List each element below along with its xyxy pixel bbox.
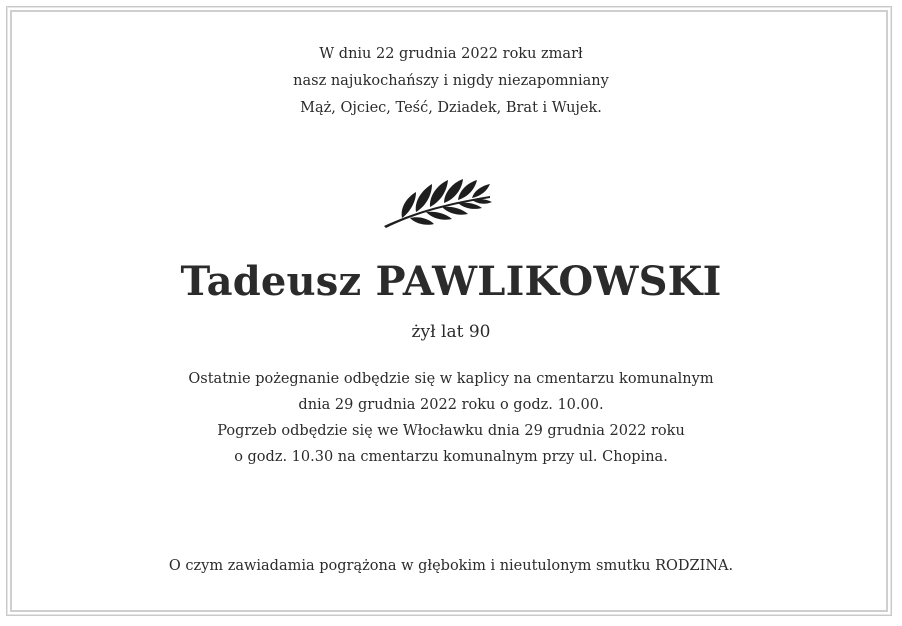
details-line-3: Pogrzeb odbędzie się we Włocławku dnia 29 grudnia 2022 roku [217, 423, 685, 439]
deceased-name: Tadeusz PAWLIKOWSKI [180, 258, 722, 305]
intro-text [0, 41, 902, 122]
intro-line-3: Mąż, Ojciec, Teść, Dziadek, Brat i Wujek. [300, 100, 602, 116]
intro-line-1: W dniu 22 grudnia 2022 roku zmarł [319, 46, 583, 62]
intro-line-2: nasz najukochańszy i nigdy niezapomniany [293, 73, 609, 89]
laurel-branch-icon [380, 168, 496, 234]
deceased-age: żył lat 90 [411, 322, 491, 342]
details-line-1: Ostatnie pożegnanie odbędzie się w kaplicy na cmentarzu komunalnym [188, 371, 714, 387]
details-line-2: dnia 29 grudnia 2022 roku o godz. 10.00. [298, 397, 604, 413]
closing-text: O czym zawiadamia pogrążona w głębokim i nieutulonym smutku RODZINA. [168, 558, 734, 574]
details-line-4: o godz. 10.30 na cmentarzu komunalnym przy ul. Chopina. [234, 449, 668, 465]
funeral-details [0, 366, 902, 470]
